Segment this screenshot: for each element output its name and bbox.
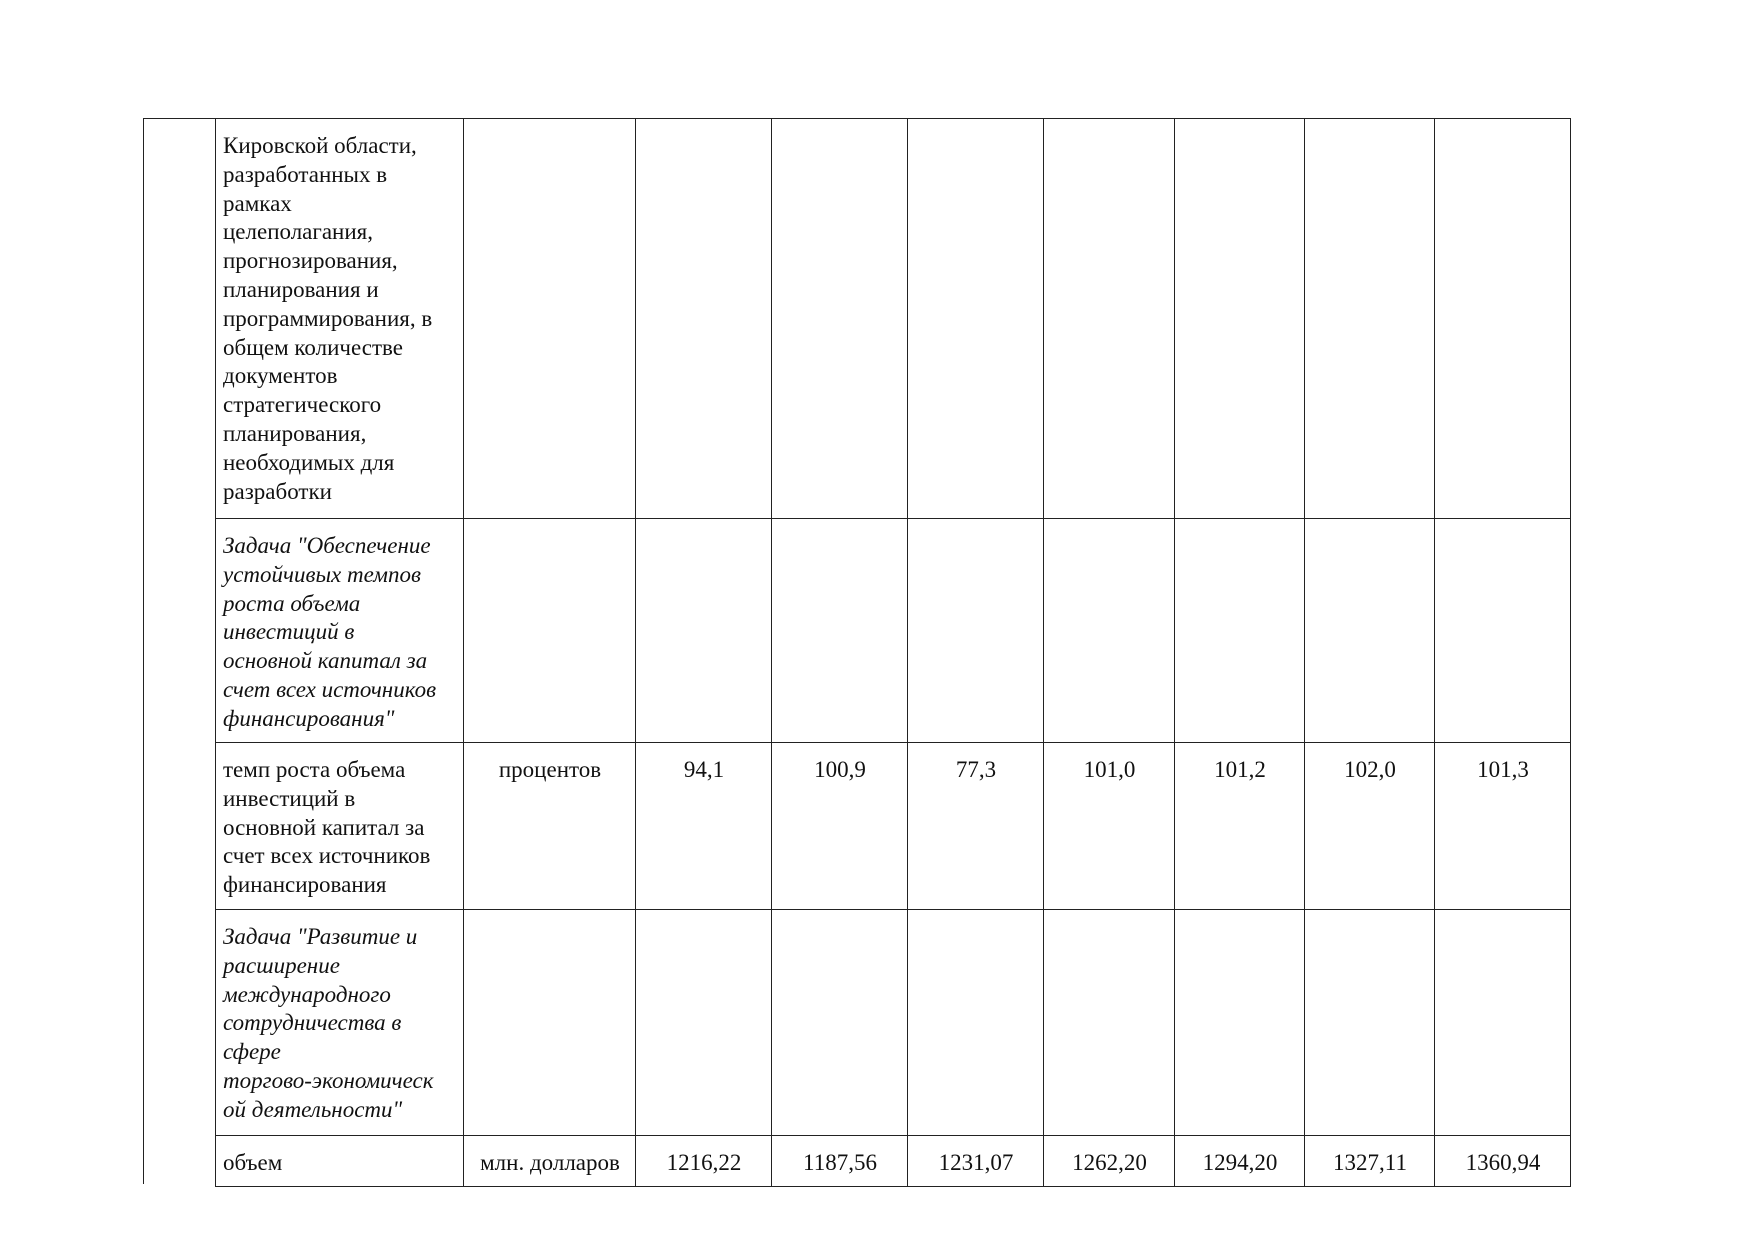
- value-cell: 102,0: [1305, 743, 1435, 910]
- value-cell: [772, 910, 908, 1136]
- outer-table-left-border: [143, 118, 144, 1184]
- value-cell: [1305, 119, 1435, 519]
- value-cell: [636, 910, 772, 1136]
- task-heading-cell: Задача "Развитие и расширение международного сотрудничества в сфере торгово-экономическ ой деятельности": [216, 910, 464, 1136]
- value-cell: 1187,56: [772, 1136, 908, 1187]
- value-cell: [1435, 519, 1571, 743]
- unit-cell: млн. долларов: [464, 1136, 636, 1187]
- value-cell: 1360,94: [1435, 1136, 1571, 1187]
- indicator-name-cell: Кировской области, разработанных в рамках целеполагания, прогнозирования, планирования и программирования, в общем количестве документов стратегического планирования, необходимых для разработки: [216, 119, 464, 519]
- value-cell: 101,2: [1175, 743, 1305, 910]
- value-cell: [636, 519, 772, 743]
- unit-cell: [464, 910, 636, 1136]
- value-cell: [772, 519, 908, 743]
- value-cell: 1231,07: [908, 1136, 1044, 1187]
- table-row: [216, 519, 1571, 743]
- value-cell: [1044, 119, 1175, 519]
- indicator-name-cell: темп роста объема инвестиций в основной капитал за счет всех источников финансирования: [216, 743, 464, 910]
- value-cell: 1294,20: [1175, 1136, 1305, 1187]
- value-cell: [772, 119, 908, 519]
- value-cell: [1044, 910, 1175, 1136]
- table-row: [216, 1136, 1571, 1187]
- value-cell: [908, 119, 1044, 519]
- unit-cell: [464, 119, 636, 519]
- value-cell: [908, 519, 1044, 743]
- value-cell: 100,9: [772, 743, 908, 910]
- table-row: [216, 119, 1571, 519]
- task-heading-cell: Задача "Обеспечение устойчивых темпов роста объема инвестиций в основной капитал за счет всех источников финансирования": [216, 519, 464, 743]
- table-row: [216, 743, 1571, 910]
- indicator-name-cell: объем: [216, 1136, 464, 1187]
- table-row: [216, 910, 1571, 1136]
- value-cell: [1305, 519, 1435, 743]
- unit-cell: [464, 519, 636, 743]
- value-cell: 1216,22: [636, 1136, 772, 1187]
- value-cell: [1175, 119, 1305, 519]
- value-cell: 77,3: [908, 743, 1044, 910]
- value-cell: [908, 910, 1044, 1136]
- value-cell: 94,1: [636, 743, 772, 910]
- value-cell: 101,3: [1435, 743, 1571, 910]
- value-cell: [1044, 519, 1175, 743]
- value-cell: 1327,11: [1305, 1136, 1435, 1187]
- outer-table-top-border: [143, 118, 216, 119]
- value-cell: 1262,20: [1044, 1136, 1175, 1187]
- value-cell: [1435, 119, 1571, 519]
- value-cell: [1435, 910, 1571, 1136]
- value-cell: [636, 119, 772, 519]
- value-cell: [1305, 910, 1435, 1136]
- indicators-table: [215, 118, 1571, 1187]
- value-cell: [1175, 910, 1305, 1136]
- value-cell: [1175, 519, 1305, 743]
- value-cell: 101,0: [1044, 743, 1175, 910]
- unit-cell: процентов: [464, 743, 636, 910]
